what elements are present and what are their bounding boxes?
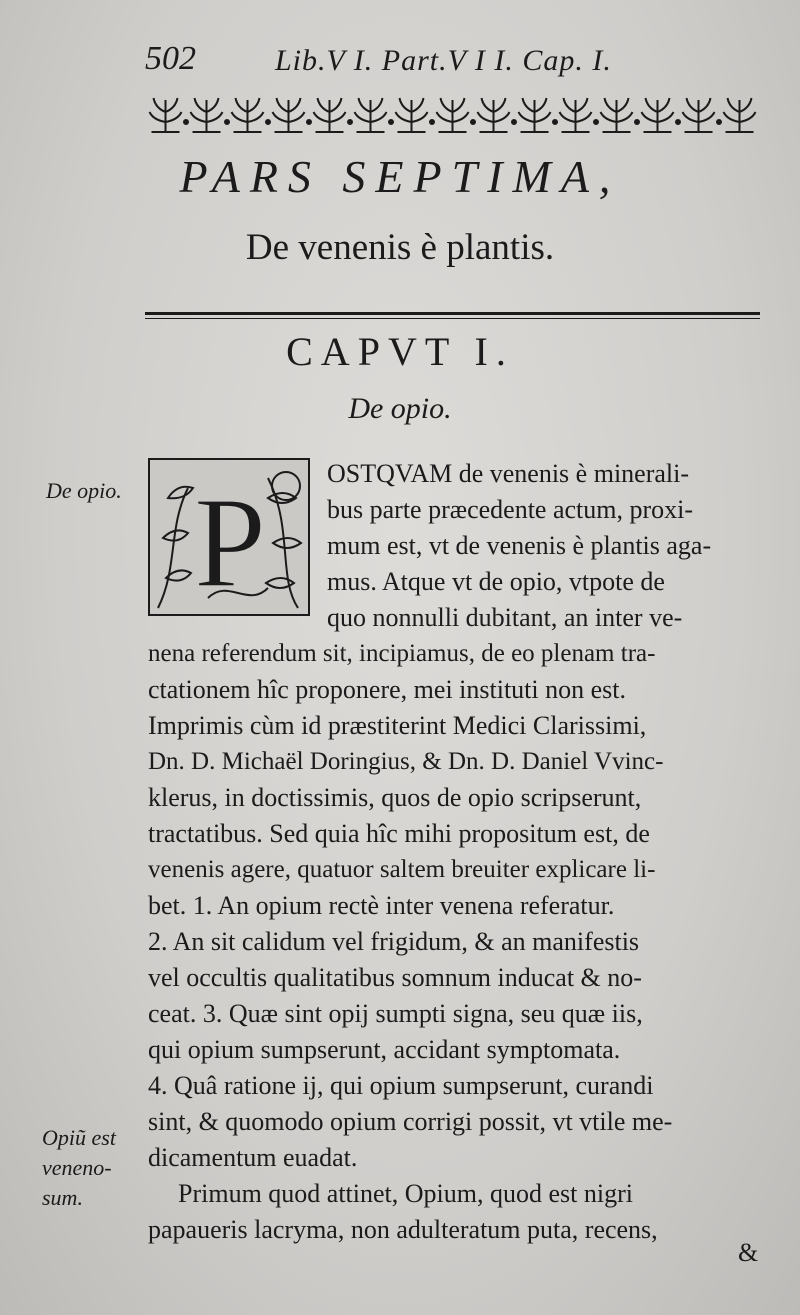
margin-note-opium-venenosum [42, 1123, 116, 1213]
running-head: Lib.V I. Part.V I I. Cap. I. [275, 44, 612, 77]
text-line: Dn. D. Michaël Doringius, & Dn. D. Daniel Vvinc- [148, 748, 664, 775]
text-line: 4. Quâ ratione ij, qui opium sumpserunt, curandi [148, 1071, 654, 1100]
ornament-sprig-icon [191, 98, 223, 132]
text-line: dicamentum euadat. [148, 1143, 358, 1172]
ornament-sprig-icon [601, 98, 633, 132]
ornament-sprig-icon [560, 98, 592, 132]
text-line: tractatibus. Sed quia hîc mihi propositum est, de [148, 819, 650, 848]
ornament-sprig-icon [396, 98, 428, 132]
ornamental-border [145, 92, 760, 136]
ornament-sprig-icon [150, 98, 182, 132]
ornament-sprig-icon [478, 98, 510, 132]
text-line: Primum quod attinet, Opium, quod est nigri [178, 1179, 633, 1208]
text-line: mus. Atque vt de opio, vtpote de [327, 567, 665, 596]
ornament-dot-icon [717, 120, 721, 124]
text-line: ctationem hîc proponere, mei instituti non est. [148, 675, 627, 704]
page-number: 502 [145, 40, 196, 77]
margin-note-line: Opiũ est [42, 1125, 116, 1150]
text-line: quo nonnulli dubitant, an inter ve- [327, 603, 683, 632]
initial-letter: P [193, 471, 267, 615]
ornament-sprig-icon [314, 98, 346, 132]
ornament-sprig-icon [519, 98, 551, 132]
margin-note-line: veneno- [42, 1155, 112, 1180]
divider-rule-thin [145, 318, 760, 319]
ornament-dot-icon [307, 120, 311, 124]
text-line: vel occultis qualitatibus somnum inducat & no- [148, 963, 642, 992]
text-line: bet. 1. An opium rectè inter venena referatur. [148, 891, 615, 920]
page-header [145, 40, 705, 90]
catchword: & [738, 1238, 759, 1267]
margin-note-line: sum. [42, 1185, 83, 1210]
text-line: papaueris lacryma, non adulteratum puta, recens, [148, 1215, 658, 1244]
ornament-sprig-icon [355, 98, 387, 132]
divider-rule [145, 312, 760, 315]
ornament-dot-icon [635, 120, 639, 124]
text-line: klerus, in doctissimis, quos de opio scripserunt, [148, 783, 642, 812]
ornament-dot-icon [676, 120, 680, 124]
ornament-dot-icon [594, 120, 598, 124]
ornament-dot-icon [389, 120, 393, 124]
ornament-dot-icon [471, 120, 475, 124]
text-line: mum est, vt de venenis è plantis aga- [327, 531, 712, 560]
ornament-dot-icon [225, 120, 229, 124]
text-line: ceat. 3. Quæ sint opij sumpti signa, seu quæ iis, [148, 999, 643, 1028]
part-title: PARS SEPTIMA, [179, 151, 621, 202]
ornament-dot-icon [430, 120, 434, 124]
ornament-dot-icon [266, 120, 270, 124]
margin-note-de-opio: De opio. [46, 478, 122, 503]
chapter-subtitle: De opio. [348, 392, 452, 425]
chapter-title: CAPVT I. [286, 329, 514, 374]
ornament-dot-icon [512, 120, 516, 124]
ornament-dot-icon [184, 120, 188, 124]
ornament-sprig-icon [724, 98, 756, 132]
text-line: nena referendum sit, incipiamus, de eo plenam tra- [148, 640, 656, 667]
text-line: OSTQVAM de venenis è minerali- [327, 459, 690, 488]
foliage-ornament-icon [148, 458, 310, 616]
text-line: bus parte præcedente actum, proxi- [327, 495, 694, 524]
text-line: sint, & quomodo opium corrigi possit, vt vtile me- [148, 1107, 673, 1136]
ornament-dot-icon [553, 120, 557, 124]
part-subtitle: De venenis è plantis. [245, 227, 555, 268]
ornament-sprig-icon [642, 98, 674, 132]
ornament-sprig-icon [232, 98, 264, 132]
ornament-dot-icon [348, 120, 352, 124]
text-line: venenis agere, quatuor saltem breuiter explicare li- [148, 856, 656, 883]
ornament-sprig-icon [273, 98, 305, 132]
text-line: 2. An sit calidum vel frigidum, & an manifestis [148, 927, 640, 956]
ornament-sprig-icon [437, 98, 469, 132]
text-line: Imprimis cùm id præstiterint Medici Clarissimi, [148, 711, 647, 740]
ornament-sprig-icon [683, 98, 715, 132]
text-line: qui opium sumpserunt, accidant symptomata. [148, 1035, 621, 1064]
decorated-initial [148, 458, 310, 616]
